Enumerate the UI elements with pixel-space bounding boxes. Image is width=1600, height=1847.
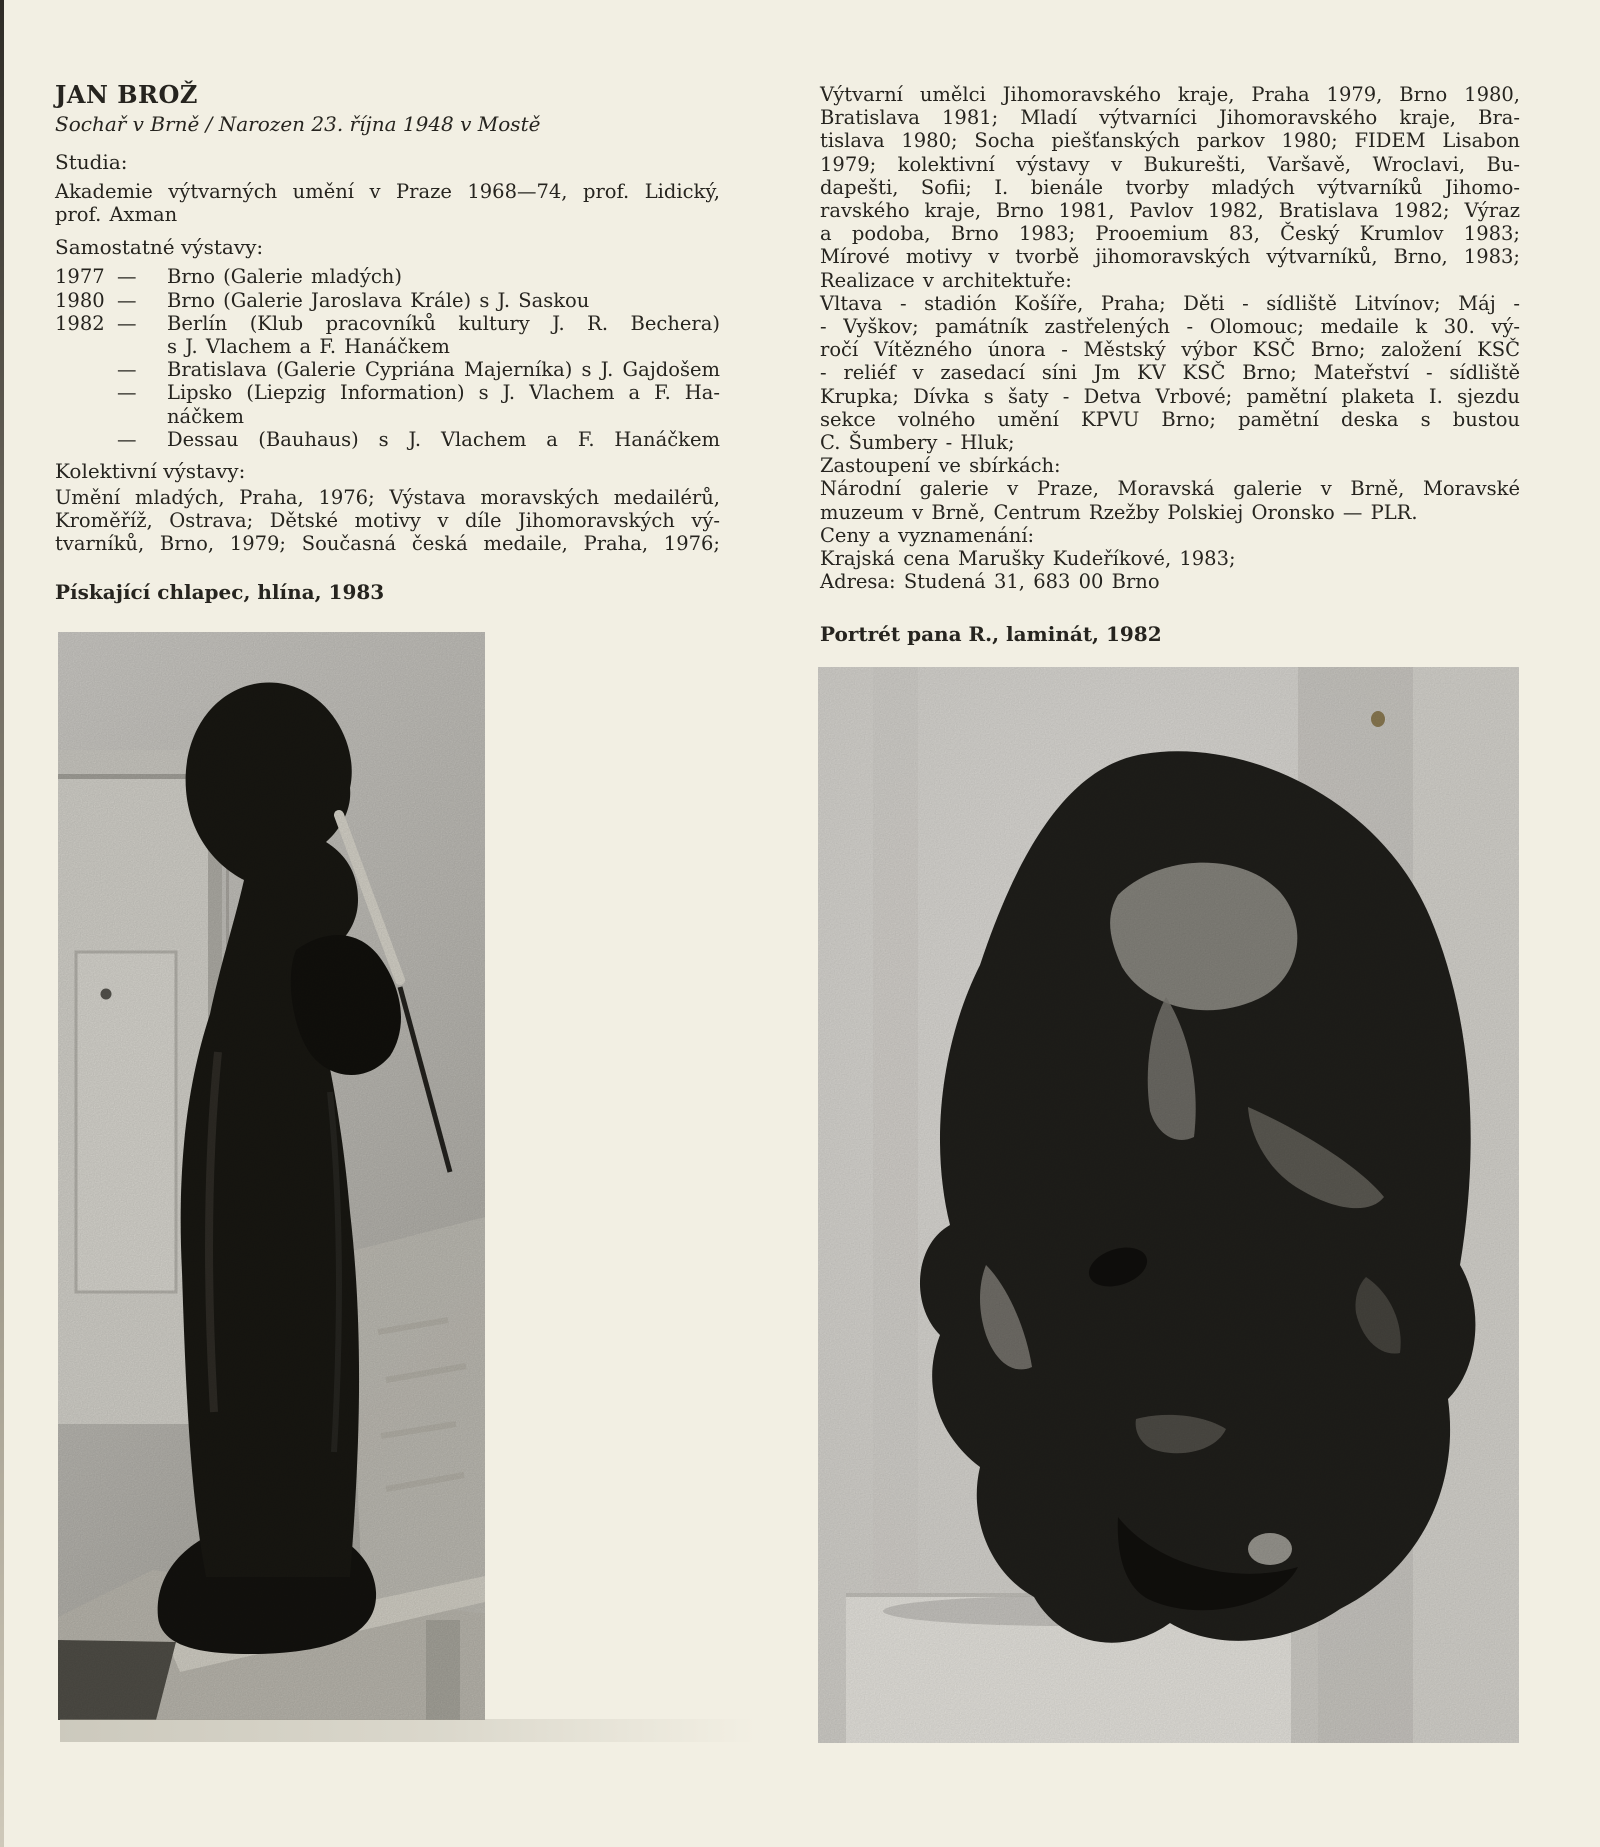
detail-line: Národní galerie v Praze, Moravská galerie v Brně, Moravské	[820, 477, 1520, 501]
exhibition-text: Dessau (Bauhaus) s J. Vlachem a F. Hanáčkem	[167, 427, 720, 451]
exhibition-row	[55, 358, 720, 381]
exhibition-dash: —	[117, 311, 137, 335]
photo-grain	[58, 632, 485, 1720]
exhibition-row	[55, 265, 720, 288]
exhibition-year: 1980	[55, 288, 105, 312]
artist-subtitle: Sochař v Brně / Narozen 23. října 1948 v Mostě	[55, 112, 541, 136]
detail-line: Krupka; Dívka s šaty - Detva Vrbové; pamětní plaketa I. sjezdu	[820, 384, 1520, 408]
detail-line: tislava 1980; Socha piešťanských parkov 1980; FIDEM Lisabon	[820, 129, 1520, 153]
detail-line: Mírové motivy v tvorbě jihomoravských výtvarníků, Brno, 1983;	[820, 245, 1520, 269]
artist-info-column	[55, 82, 720, 556]
architecture-label: Realizace v architektuře:	[820, 268, 1072, 292]
exhibition-dash: —	[117, 288, 137, 312]
exhibition-row	[55, 405, 720, 428]
solo-exhibitions-label: Samostatné výstavy:	[55, 235, 264, 260]
exhibition-text: náčkem	[167, 404, 244, 428]
exhibition-dash	[117, 405, 167, 428]
studies-line: prof. Axman	[55, 203, 178, 227]
group-exhibitions-line: Kroměříž, Ostrava; Dětské motivy v díle Jihomoravských vý-	[55, 509, 720, 533]
exhibition-dash: —	[117, 427, 137, 451]
artist-name: JAN BROŽ	[55, 80, 198, 109]
detail-line: Krajská cena Marušky Kudeříkové, 1983;	[820, 547, 1236, 571]
details-column	[820, 83, 1520, 593]
portrait-head-illustration	[818, 667, 1519, 1743]
exhibition-row	[55, 428, 720, 451]
detail-line: 1979; kolektivní výstavy v Bukurešti, Varšavě, Wroclavi, Bu-	[820, 152, 1520, 176]
exhibition-text: Berlín (Klub pracovníků kultury J. R. Bechera)	[167, 311, 720, 335]
photo-whistling-boy	[58, 632, 485, 1720]
exhibition-text: s J. Vlachem a F. Hanáčkem	[167, 335, 450, 359]
studies-label: Studia:	[55, 150, 128, 174]
exhibition-row	[55, 381, 720, 404]
exhibition-year	[55, 358, 117, 381]
exhibition-year	[55, 335, 117, 358]
photo-portrait-head	[818, 667, 1519, 1743]
detail-line: ročí Vítězného února - Městský výbor KSČ Brno; založení KSČ	[820, 338, 1520, 362]
exhibition-row	[55, 289, 720, 312]
detail-line: a podoba, Brno 1983; Prooemium 83, Český Krumlov 1983;	[820, 222, 1520, 246]
detail-line: dapešti, Sofii; I. bienále tvorby mladých výtvarníků Jihomo-	[820, 175, 1520, 199]
detail-line: C. Šumbery - Hluk;	[820, 431, 1015, 455]
exhibition-year	[55, 405, 117, 428]
photo-grain	[818, 667, 1519, 1743]
exhibition-dash	[117, 335, 167, 358]
detail-line: Výtvarní umělci Jihomoravského kraje, Praha 1979, Brno 1980,	[820, 83, 1520, 106]
address-line: Adresa: Studená 31, 683 00 Brno	[820, 570, 1160, 594]
detail-line: ravského kraje, Brno 1981, Pavlov 1982, Bratislava 1982; Výraz	[820, 199, 1520, 223]
exhibition-dash: —	[117, 381, 137, 405]
awards-label: Ceny a vyznamenání:	[820, 523, 1035, 547]
right-photo-caption: Portrét pana R., laminát, 1982	[820, 622, 1162, 646]
exhibition-row	[55, 335, 720, 358]
scan-left-edge	[0, 0, 4, 1847]
detail-line: - Vyškov; památník zastřelených - Olomouc; medaile k 30. vý-	[820, 315, 1520, 339]
left-photo-caption: Pískající chlapec, hlína, 1983	[55, 580, 385, 604]
exhibition-text: Bratislava (Galerie Cypriána Majerníka) s J. Gajdošem	[167, 358, 720, 382]
exhibition-year	[55, 381, 117, 404]
exhibition-text: Brno (Galerie Jaroslava Krále) s J. Saskou	[167, 288, 590, 312]
detail-line: Vltava - stadión Košíře, Praha; Děti - sídliště Litvínov; Máj -	[820, 291, 1520, 315]
detail-line: - reliéf v zasedací síni Jm KV KSČ Brno; Mateřství - sídliště	[820, 361, 1520, 385]
exhibition-dash: —	[117, 358, 137, 382]
photo-scan-shadow	[60, 1719, 756, 1742]
studies-line: Akademie výtvarných umění v Praze 1968—74, prof. Lidický,	[55, 180, 720, 203]
exhibition-year: 1982	[55, 311, 105, 335]
detail-line: sekce volného umění KPVU Brno; pamětní deska s bustou	[820, 407, 1520, 431]
detail-line: muzeum v Brně, Centrum Rzežby Polskiej Oronsko — PLR.	[820, 500, 1418, 524]
whistling-boy-illustration	[58, 632, 485, 1720]
detail-line: Bratislava 1981; Mladí výtvarníci Jihomoravského kraje, Bra-	[820, 106, 1520, 130]
exhibition-row	[55, 312, 720, 335]
group-exhibitions-line: tvarníků, Brno, 1979; Současná česká medaile, Praha, 1976;	[55, 532, 720, 556]
solo-exhibitions-list	[55, 265, 720, 451]
exhibition-text: Lipsko (Liepzig Information) s J. Vlachem a F. Ha-	[167, 381, 720, 405]
collections-label: Zastoupení ve sbírkách:	[820, 454, 1061, 478]
exhibition-dash: —	[117, 265, 137, 289]
group-exhibitions-line: Umění mladých, Praha, 1976; Výstava moravských medailérů,	[55, 486, 720, 510]
exhibition-year	[55, 428, 117, 451]
exhibition-text: Brno (Galerie mladých)	[167, 265, 402, 289]
group-exhibitions-label: Kolektivní výstavy:	[55, 459, 246, 484]
exhibition-year: 1977	[55, 265, 105, 289]
